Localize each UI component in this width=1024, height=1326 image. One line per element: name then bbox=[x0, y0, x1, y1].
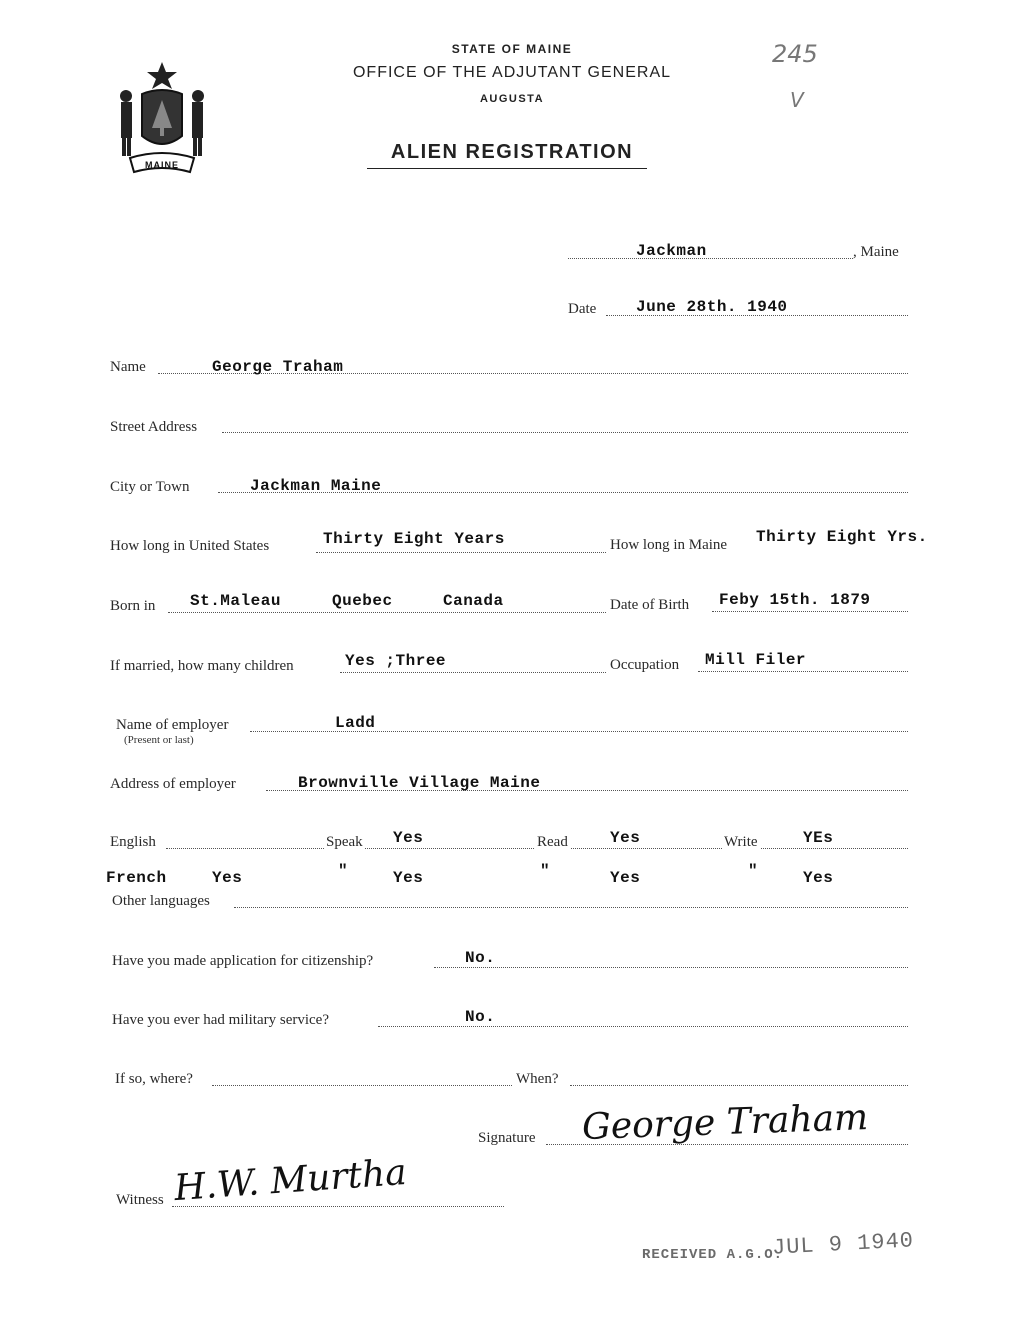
where-label: If so, where? bbox=[115, 1071, 193, 1087]
office-heading: OFFICE OF THE ADJUTANT GENERAL bbox=[352, 64, 672, 81]
received-stamp: RECEIVED A.G.O. bbox=[642, 1247, 784, 1263]
born-in-value-2: Quebec bbox=[332, 592, 393, 610]
citizenship-label: Have you made application for citizenship? bbox=[112, 953, 374, 969]
occupation-value: Mill Filer bbox=[705, 651, 807, 669]
military-label: Have you ever had military service? bbox=[112, 1012, 329, 1028]
french-read-value: Yes bbox=[610, 869, 641, 887]
english-speak-value: Yes bbox=[393, 829, 424, 847]
city-label: City or Town bbox=[110, 479, 190, 495]
received-stamp-date: JUL 9 1940 bbox=[771, 1228, 915, 1261]
signature-value: George Traham bbox=[581, 1097, 869, 1148]
when-label: When? bbox=[516, 1071, 559, 1087]
form-title: ALIEN REGISTRATION bbox=[390, 141, 634, 163]
how-long-us-value: Thirty Eight Years bbox=[323, 530, 505, 548]
read-label: Read bbox=[537, 834, 568, 850]
occupation-label: Occupation bbox=[610, 657, 680, 673]
married-label: If married, how many children bbox=[110, 658, 294, 674]
employer-label: Name of employer bbox=[116, 717, 229, 733]
city-value: Jackman Maine bbox=[250, 477, 382, 495]
french-speak-value: Yes bbox=[393, 869, 424, 887]
ditto-write: " bbox=[748, 862, 759, 880]
born-in-value-1: St.Maleau bbox=[190, 592, 281, 610]
date-value: June 28th. 1940 bbox=[636, 298, 788, 316]
margin-note-number: 245 bbox=[772, 40, 818, 68]
street-address-label: Street Address bbox=[110, 419, 198, 435]
name-value: George Traham bbox=[212, 358, 344, 376]
employer-value: Ladd bbox=[335, 714, 376, 732]
french-value: Yes bbox=[212, 869, 243, 887]
english-read-value: Yes bbox=[610, 829, 641, 847]
employer-address-label: Address of employer bbox=[110, 776, 236, 792]
signature-label: Signature bbox=[478, 1130, 536, 1146]
place-town-value: Jackman bbox=[636, 242, 707, 260]
ditto-speak: " bbox=[338, 862, 349, 880]
other-languages-label: Other languages bbox=[112, 893, 210, 909]
city-heading: AUGUSTA bbox=[479, 93, 545, 105]
citizenship-value: No. bbox=[465, 949, 496, 967]
english-write-value: YEs bbox=[803, 829, 834, 847]
french-label: French bbox=[106, 869, 167, 887]
how-long-me-value: Thirty Eight Yrs. bbox=[756, 528, 928, 546]
married-value: Yes ;Three bbox=[345, 652, 447, 670]
speak-label: Speak bbox=[326, 834, 363, 850]
place-state-label: , Maine bbox=[853, 244, 899, 260]
write-label: Write bbox=[724, 834, 758, 850]
born-in-value-3: Canada bbox=[443, 592, 504, 610]
english-label: English bbox=[110, 834, 156, 850]
title-underline bbox=[367, 168, 647, 169]
dob-value: Feby 15th. 1879 bbox=[719, 591, 871, 609]
date-label: Date bbox=[568, 301, 597, 317]
seal-motto: MAINE bbox=[145, 160, 179, 170]
born-in-label: Born in bbox=[110, 598, 156, 614]
employer-sublabel: (Present or last) bbox=[124, 734, 194, 746]
dob-label: Date of Birth bbox=[610, 597, 690, 613]
witness-value: H.W. Murtha bbox=[172, 1151, 408, 1210]
french-write-value: Yes bbox=[803, 869, 834, 887]
witness-label: Witness bbox=[116, 1192, 164, 1208]
state-heading: STATE OF MAINE bbox=[451, 42, 573, 56]
military-value: No. bbox=[465, 1008, 496, 1026]
ditto-read: " bbox=[540, 862, 551, 880]
margin-note-mark: V bbox=[790, 88, 804, 112]
how-long-me-label: How long in Maine bbox=[610, 537, 728, 553]
employer-address-value: Brownville Village Maine bbox=[298, 774, 541, 792]
name-label: Name bbox=[110, 359, 146, 375]
how-long-us-label: How long in United States bbox=[110, 538, 270, 554]
